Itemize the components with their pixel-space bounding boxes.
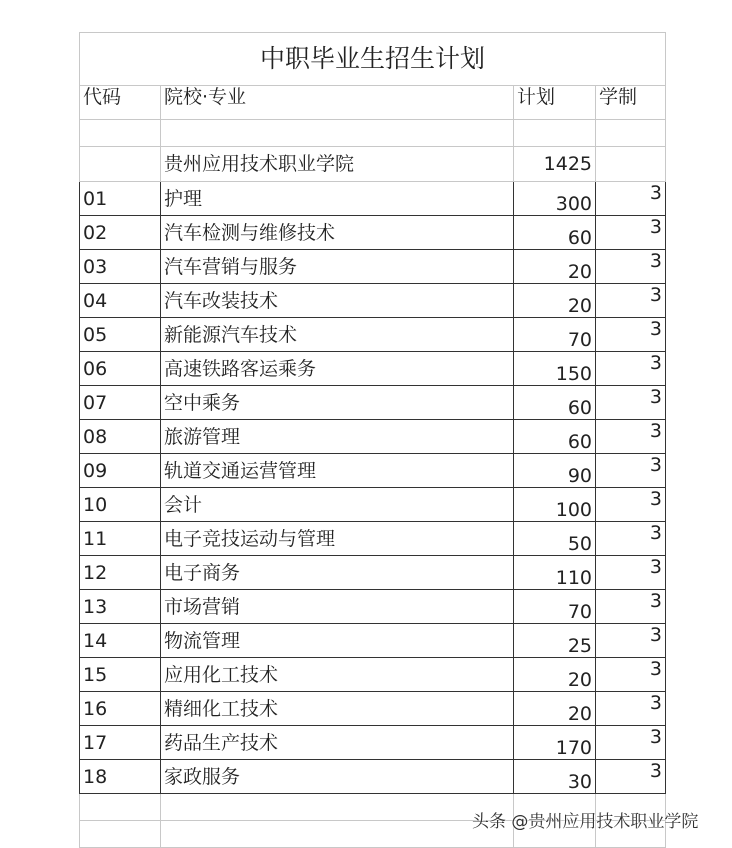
empty-cell [80, 794, 161, 821]
major-name: 汽车营销与服务 [161, 250, 514, 284]
table-row [80, 182, 666, 216]
major-years: 3 [596, 250, 666, 284]
table-row [80, 522, 666, 556]
major-name: 市场营销 [161, 590, 514, 624]
table-row [80, 420, 666, 454]
major-years: 3 [596, 760, 666, 794]
major-plan: 20 [514, 284, 596, 318]
major-years: 3 [596, 352, 666, 386]
table-row [80, 318, 666, 352]
major-years: 3 [596, 692, 666, 726]
empty-cell [514, 120, 596, 147]
major-years: 3 [596, 284, 666, 318]
major-plan: 30 [514, 760, 596, 794]
major-plan: 20 [514, 250, 596, 284]
major-code: 15 [80, 658, 161, 692]
table-row [80, 556, 666, 590]
major-code: 12 [80, 556, 161, 590]
major-code: 11 [80, 522, 161, 556]
major-name: 家政服务 [161, 760, 514, 794]
major-years: 3 [596, 318, 666, 352]
major-code: 02 [80, 216, 161, 250]
table-row [80, 760, 666, 794]
major-years: 3 [596, 590, 666, 624]
major-code: 16 [80, 692, 161, 726]
major-name: 空中乘务 [161, 386, 514, 420]
major-plan: 100 [514, 488, 596, 522]
table-row [80, 352, 666, 386]
major-years: 3 [596, 420, 666, 454]
major-years: 3 [596, 182, 666, 216]
table-row [80, 250, 666, 284]
major-name: 轨道交通运营管理 [161, 454, 514, 488]
header-code: 代码 [80, 86, 161, 120]
major-code: 09 [80, 454, 161, 488]
major-code: 04 [80, 284, 161, 318]
major-name: 汽车检测与维修技术 [161, 216, 514, 250]
school-plan-total: 1425 [514, 147, 596, 182]
major-code: 07 [80, 386, 161, 420]
major-plan: 150 [514, 352, 596, 386]
major-code: 10 [80, 488, 161, 522]
major-name: 护理 [161, 182, 514, 216]
major-plan: 70 [514, 590, 596, 624]
major-plan: 60 [514, 420, 596, 454]
empty-cell [596, 147, 666, 182]
major-name: 新能源汽车技术 [161, 318, 514, 352]
major-years: 3 [596, 488, 666, 522]
empty-cell [80, 147, 161, 182]
major-code: 08 [80, 420, 161, 454]
table-title: 中职毕业生招生计划 [80, 33, 666, 86]
major-code: 18 [80, 760, 161, 794]
major-plan: 90 [514, 454, 596, 488]
header-plan: 计划 [514, 86, 596, 120]
major-plan: 25 [514, 624, 596, 658]
major-years: 3 [596, 726, 666, 760]
empty-cell [161, 821, 514, 848]
enrollment-plan-table [79, 32, 666, 848]
empty-cell [596, 120, 666, 147]
table-row [80, 488, 666, 522]
major-code: 17 [80, 726, 161, 760]
major-years: 3 [596, 658, 666, 692]
watermark: 头条 @贵州应用技术职业学院 [472, 812, 699, 832]
major-code: 03 [80, 250, 161, 284]
table-row [80, 726, 666, 760]
major-years: 3 [596, 454, 666, 488]
empty-cell [80, 821, 161, 848]
major-years: 3 [596, 624, 666, 658]
major-plan: 70 [514, 318, 596, 352]
major-plan: 60 [514, 386, 596, 420]
table-row [80, 658, 666, 692]
major-years: 3 [596, 386, 666, 420]
major-name: 汽车改装技术 [161, 284, 514, 318]
table-row [80, 590, 666, 624]
major-plan: 20 [514, 658, 596, 692]
major-name: 旅游管理 [161, 420, 514, 454]
major-plan: 50 [514, 522, 596, 556]
major-plan: 170 [514, 726, 596, 760]
table-row [80, 454, 666, 488]
major-name: 会计 [161, 488, 514, 522]
major-years: 3 [596, 522, 666, 556]
major-name: 精细化工技术 [161, 692, 514, 726]
header-school-major: 院校·专业 [161, 86, 514, 120]
table-row [80, 386, 666, 420]
major-name: 电子商务 [161, 556, 514, 590]
major-code: 05 [80, 318, 161, 352]
major-plan: 110 [514, 556, 596, 590]
major-name: 高速铁路客运乘务 [161, 352, 514, 386]
empty-cell [161, 120, 514, 147]
table-row [80, 216, 666, 250]
major-name: 应用化工技术 [161, 658, 514, 692]
table-row [80, 624, 666, 658]
major-code: 01 [80, 182, 161, 216]
header-years: 学制 [596, 86, 666, 120]
major-name: 物流管理 [161, 624, 514, 658]
major-code: 14 [80, 624, 161, 658]
major-name: 药品生产技术 [161, 726, 514, 760]
empty-cell [80, 120, 161, 147]
school-name: 贵州应用技术职业学院 [161, 147, 514, 182]
table-row [80, 284, 666, 318]
major-name: 电子竞技运动与管理 [161, 522, 514, 556]
empty-cell [161, 794, 514, 821]
major-years: 3 [596, 216, 666, 250]
table-row [80, 692, 666, 726]
major-plan: 20 [514, 692, 596, 726]
major-plan: 300 [514, 182, 596, 216]
major-code: 06 [80, 352, 161, 386]
major-years: 3 [596, 556, 666, 590]
major-plan: 60 [514, 216, 596, 250]
major-code: 13 [80, 590, 161, 624]
